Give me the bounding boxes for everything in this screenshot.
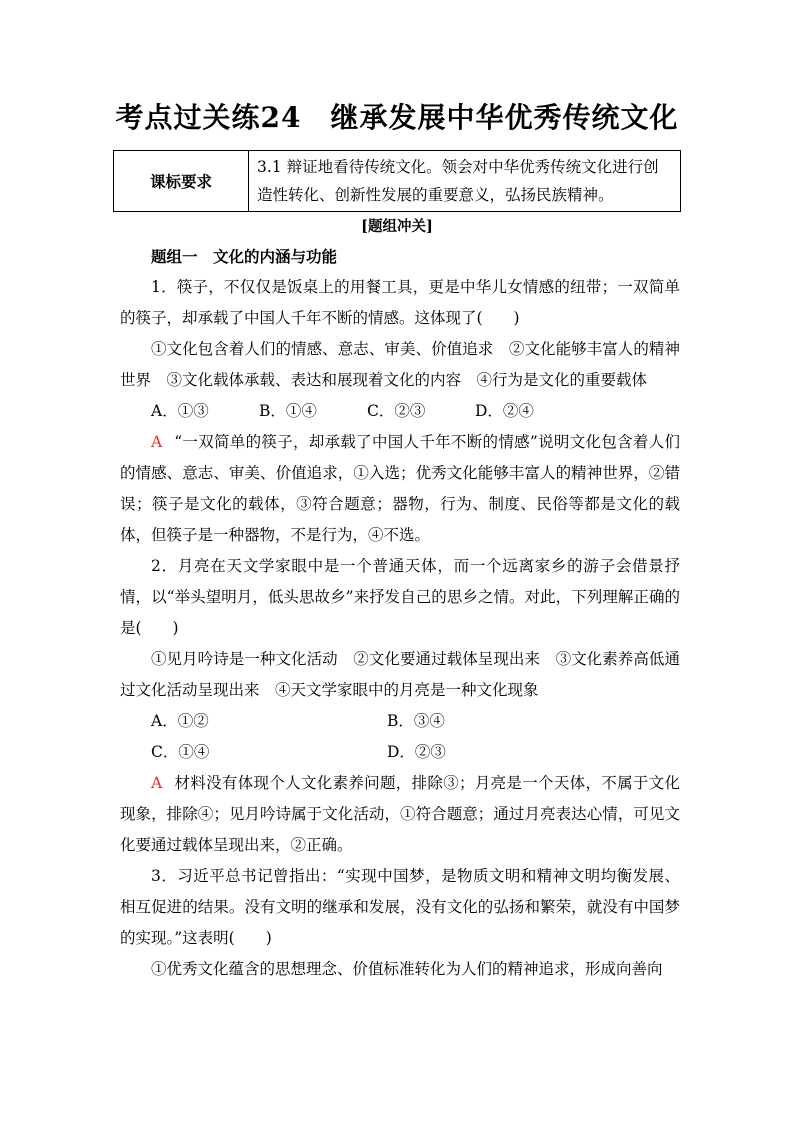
question-content	[120, 241, 680, 985]
requirement-label: 课标要求	[114, 151, 249, 212]
q1-options	[120, 396, 680, 427]
section-tag: [题组冲关]	[361, 218, 433, 235]
q2-statements: ①见月吟诗是一种文化活动 ②文化要通过载体呈现出来 ③文化素养高低通过文化活动呈现出来 ④天文学家眼中的月亮是一种文化现象	[120, 650, 680, 699]
q3-statements: ①优秀文化蕴含的思想理念、价值标准转化为人们的精神追求，形成向善向	[151, 960, 663, 978]
q1-option-d: D．②④	[475, 402, 534, 420]
q2-analysis-block	[120, 768, 680, 861]
q1-statements: ①文化包含着人们的情感、意志、审美、价值追求 ②文化能够丰富人的精神世界 ③文化载体承载、表达和展现着文化的内容 ④行为是文化的重要载体	[120, 340, 680, 389]
q2-answer-key: A	[151, 774, 163, 792]
q2-option-a: A．①②	[151, 712, 209, 730]
q1-answer-key: A	[151, 433, 163, 451]
q2-stem: 2．月亮在天文学家眼中是一个普通天体，而一个远离家乡的游子会借景抒情，以“举头望明月，低头思故乡”来抒发自己的思乡之情。对此，下列理解正确的是( )	[120, 557, 680, 637]
q1-analysis-block	[120, 427, 680, 551]
q2-options-row-2	[120, 737, 680, 768]
q2-analysis: 材料没有体现个人文化素养问题，排除③；月亮是一个天体，不属于文化现象，排除④；见月吟诗属于文化活动，①符合题意；通过月亮表达心情，可见文化要通过载体呈现出来，②正确。	[120, 774, 680, 854]
q2-option-c: C．①④	[151, 743, 210, 761]
q1-option-a: A．①③	[151, 402, 209, 420]
group-title: 题组一 文化的内涵与功能	[151, 247, 338, 266]
q2-option-d: D．②③	[387, 743, 446, 761]
q1-option-c: C．②③	[367, 402, 426, 420]
curriculum-requirement-table	[113, 150, 681, 212]
q2-options-row-1	[120, 706, 680, 737]
requirement-text: 3.1 辩证地看待传统文化。领会对中华优秀传统文化进行创造性转化、创新性发展的重要意义，弘扬民族精神。	[249, 151, 681, 212]
q1-stem: 1．筷子，不仅仅是饭桌上的用餐工具，更是中华儿女情感的纽带；一双简单的筷子，却承载了中国人千年不断的情感。这体现了( )	[120, 278, 680, 327]
q2-option-b: B．③④	[387, 712, 445, 730]
page-title: 考点过关练24 继承发展中华优秀传统文化	[115, 101, 679, 134]
q3-stem: 3．习近平总书记曾指出：“实现中国梦，是物质文明和精神文明均衡发展、相互促进的结果。没有文明的继承和发展，没有文化的弘扬和繁荣，就没有中国梦的实现。”这表明( )	[120, 867, 680, 947]
q1-option-b: B．①④	[259, 402, 317, 420]
q1-analysis: “一双简单的筷子，却承载了中国人千年不断的情感”说明文化包含着人们的情感、意志、审美、价值追求，①入选；优秀文化能够丰富人的精神世界，②错误；筷子是文化的载体，③符合题意；器物，行为、制度、民俗等都是文化的载体，但筷子是一种器物，不是行为，④不选。	[120, 433, 680, 544]
